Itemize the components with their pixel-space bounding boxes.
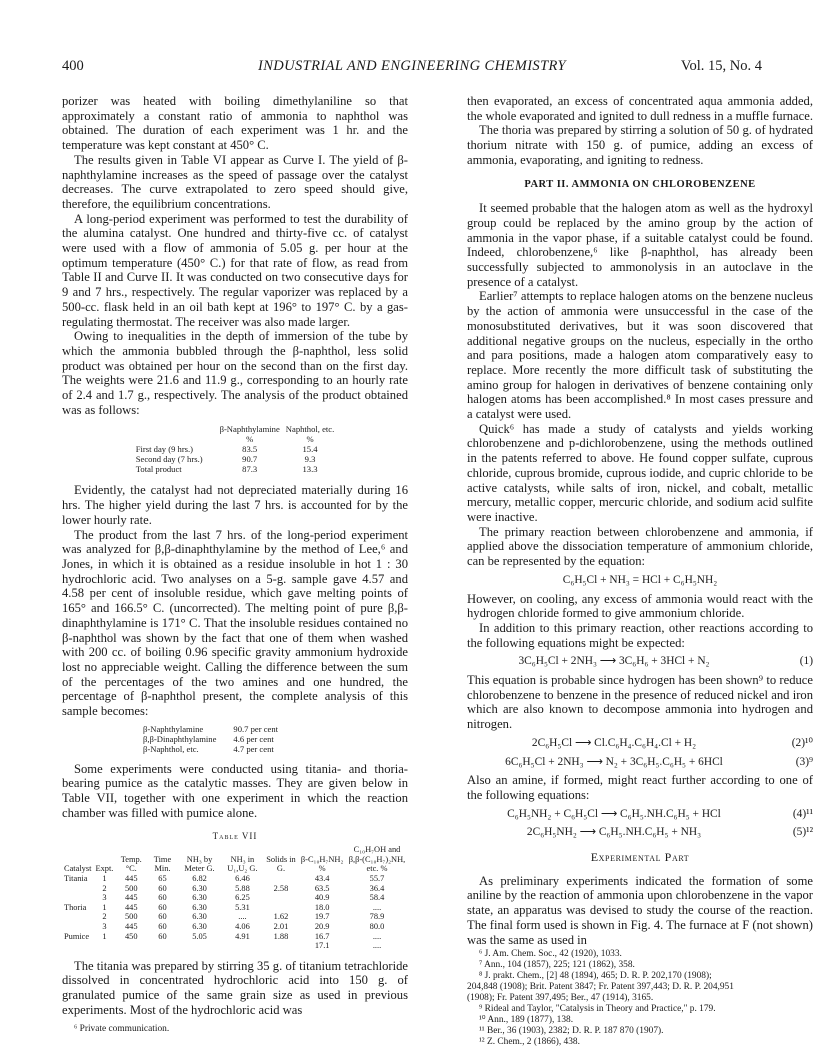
table-cell: Thoria [64,902,87,912]
table-cell [147,941,178,951]
table-cell: 55.7 [369,874,385,884]
table-cell: 20.9 [314,921,330,931]
table-cell: 17.1 [314,941,330,951]
table-cell: 4.06 [235,921,250,931]
table-cell: 3 [102,893,107,903]
footnote: ⁸ J. prakt. Chem., [2] 48 (1894), 465; D. R. P. 202,170 (1908); [479,971,712,982]
table-cell: 5.31 [235,902,250,912]
table-cell: 445 [124,874,138,884]
table-cell: 80.0 [369,921,385,931]
table-header: Catalyst [64,864,92,874]
table-header: Time Min. [153,854,172,874]
table-cell: 6.82 [192,874,207,884]
table-row: Second day (7 hrs.) 90.7 9.3 [135,454,316,465]
unit-label: % [306,434,314,445]
table-header: NH₃ by Meter G. [184,854,215,874]
paragraph: In addition to this primary reaction, other reactions according to the following equations might be expected: [467,620,813,650]
table-row: Total product 87.3 13.3 [135,464,318,475]
equation-number: (5)¹² [792,826,813,839]
table-row [62,874,408,884]
table-header: C₁₀H₇OH and β,β-(C₁₀H₇)₂NH, etc. % [348,845,406,874]
composition-list [140,724,281,754]
table-row: First day (9 hrs.) 83.5 15.4 [135,444,318,455]
table-row [62,903,408,913]
table-cell [115,941,147,951]
table-cell [62,922,93,932]
table-cell [264,874,299,884]
table-cell: 6.30 [192,893,207,903]
table-cell: 1 [102,902,107,912]
table-cell [62,912,93,922]
table-cell: 1.62 [273,912,289,922]
paragraph: Evidently, the catalyst had not depreciated materially during 16 hrs. The higher yield during the last 7 hrs. is accounted for by the lower hourly rate. [62,483,408,527]
paragraph: However, on cooling, any excess of ammonia would react with the hydrogen chloride formed to give ammonium chloride. [467,591,813,621]
table-cell [264,941,299,951]
table-cell: 500 [124,883,138,893]
table-cell: 6.30 [192,912,207,922]
table-row [62,922,408,932]
table-cell: 1.88 [273,931,289,941]
footnote: ⁷ Ann., 104 (1857), 225; 121 (1862), 358. [479,960,635,971]
table-cell [178,941,221,951]
table-cell [62,941,93,951]
equation-number: (1) [799,655,813,668]
page-number: 400 [62,58,84,74]
paragraph: Also an amine, if formed, might react further according to one of the following equations: [467,773,813,802]
footnote: ¹² Z. Chem., 2 (1866), 438. [479,1037,580,1048]
table-cell [62,884,93,894]
footnotes [467,949,813,1048]
table-header: β-Naphthylamine [219,424,280,435]
table-cell: .... [238,912,247,922]
journal-title: INDUSTRIAL AND ENGINEERING CHEMISTRY [257,58,567,74]
table-cell: 2.58 [273,883,289,893]
table-row [62,893,408,903]
right-column [467,94,813,1048]
equation-number: (3)⁹ [795,755,813,768]
table-cell: 19.7 [314,912,330,922]
table-row [62,941,408,951]
paragraph: then evaporated, an excess of concentrated aqua ammonia added, the whole evaporated and ignited to dull redness in a muffle furnace. [467,94,813,123]
table-header: β-C₁₀H₇NH₂ % [300,854,344,874]
table-cell: 6.30 [192,883,207,893]
paragraph: It seemed probable that the halogen atom as well as the hydroxyl group could be replaced by the amino group by the action of ammonia in the vapor phase, if a suitable catalyst could be found. Indeed, chlorobenzene,⁶ like β-naphthol, has already been successfully subjected to ammonolysis in an autoclave in the presence of a catalyst. [467,201,813,289]
paragraph: The results given in Table VI appear as Curve I. The yield of β-naphthylamine increases as the speed of passage over the catalyst decreases. The curve extrapolated to zero speed should give, therefore, the equilibrium concentrations. [62,152,408,211]
paragraph: Quick⁶ has made a study of catalysts and yields working chlorobenzene and p-dichlorobenzene, using the methods outlined in the patents referred to above. He found copper sulfate, cuprous chloride, cuprous bromide, cuprous iodide, and cupric chloride to be active catalysts, while salts of iron, nickel, and cobalt, metallic mercury, metallic copper, mercuric chloride, and sodium acid sulfite were inactive. [467,421,813,524]
paragraph: Earlier⁷ attempts to replace halogen atoms on the benzene nucleus by the action of ammonia were unsuccessful in the case of the monosubstituted derivatives, but it was soon discovered that additional negative groups on the nucleus, especially in the ortho and para positions, made a halogen atom comparatively easy to replace. More recently the more difficult task of substituting the amino group for halogen in derivatives of benzene containing only halogen atoms has been accomplished.⁸ In most cases pressure and a catalyst were used. [467,289,813,422]
table-cell: 2.01 [273,921,289,931]
table-cell: .... [372,931,382,941]
list-item: β-Naphthol, etc. 4.7 per cent [143,743,274,754]
table-cell [93,941,115,951]
footnote: ⁶ J. Am. Chem. Soc., 42 (1920), 1033. [479,949,622,960]
unit-label: % [246,434,254,445]
table-cell: 445 [124,893,138,903]
table-cell: 6.30 [192,902,207,912]
equation-number: (4)¹¹ [792,807,813,820]
table-cell: 18.0 [314,902,330,912]
equation: C₆H₅Cl + NH₃ = HCl + C₆H₅NH₂ [562,573,718,586]
paragraph: As preliminary experiments indicated the formation of some aniline by the reaction of ammonia upon chlorobenzene in the vapor state, an apparatus was devised to study the course of the reaction. The final form used is shown in Fig. 4. The furnace at F (not shown) was the same as used in [467,873,813,947]
footnote: ¹⁰ Ann., 189 (1877), 138. [479,1015,574,1026]
volume-issue: Vol. 15, No. 4 [680,58,762,74]
table-cell: 63.5 [314,883,330,893]
equation: C₆H₅NH₂ + C₆H₅Cl ⟶ C₆H₅.NH.C₆H₅ + HCl (4)¹¹ [507,807,813,820]
table-cell: 3 [102,921,107,931]
paragraph: Owing to inequalities in the depth of immersion of the tube by which the ammonia bubbled through the β-naphthol, less solid product was obtained per hour on the second than on the first day. The weights were 21.6 and 11.9 g., corresponding to an hourly rate of 2.4 and 1.7 g., respectively. The analysis of the product obtained was as follows: [62,329,408,417]
paragraph: This equation is probable since hydrogen has been shown⁹ to reduce chlorobenzene to benzene in the presence of reduced nickel and iron which are also known to decompose ammonia into hydrogen and nitrogen. [467,673,813,732]
table-cell: 450 [124,931,138,941]
table-cell: 6.25 [235,893,250,903]
table-cell [264,893,299,903]
list-item: β,β-Dinaphthylamine 4.6 per cent [143,733,274,744]
paragraph: The product from the last 7 hrs. of the long-period experiment was analyzed for β,β-dinaphthylamine by the method of Lee,⁶ and Jones, in which it is obtained as a residue insoluble in hot 1 : 30 hydrochloric acid. Two analyses on a 5-g. sample gave 4.57 and 4.58 per cent of insoluble residue, which gave melting points of 165° and 166.5° C. (uncorrected). The melting point of pure β,β-dinaphthylamine is 171° C. That the insoluble residues contained no β-naphthol was shown by the fact that one of them when washed with 200 cc. of boiling 0.96 specific gravity ammonium hydroxide lost no appreciable weight. Calling the difference between the sum of the percentages of the two amines and one hundred, the percentage of β-naphthol present, the complete analysis of this sample becomes: [62,527,408,719]
table-vii [62,845,408,951]
equation: 2C₆H₅Cl ⟶ Cl.C₆H₄.C₆H₄.Cl + H₂ (2)¹⁰ [531,736,813,749]
paragraph: The primary reaction between chlorobenzene and ammonia, if applied above the dissociation temperature of ammonium chloride, can be represented by the equation: [467,524,813,569]
table-cell [221,941,263,951]
table-cell [62,893,93,903]
table-cell [264,903,299,913]
table-cell: 60 [158,931,167,941]
equation: 6C₆H₅Cl + 2NH₃ ⟶ N₂ + 3C₆H₅.C₆H₅ + 6HCl (3)⁹ [505,755,813,768]
table-cell: .... [372,902,382,912]
table-cell: 60 [158,902,167,912]
section-heading: PART II. AMMONIA ON CHLOROBENZENE [524,178,756,190]
table-cell: 5.05 [192,931,207,941]
table-cell: Titania [64,874,88,884]
table-header: NH₃ in U₁,U₂ G. [227,854,258,874]
table-header: Temp. °C. [120,854,142,874]
footnote: 204,848 (1908); Brit. Patent 3847; Fr. Patent 397,443; D. R. P. 204,951 [467,982,734,993]
table-cell: 500 [124,912,138,922]
paragraph: A long-period experiment was performed to test the durability of the alumina catalyst. One hundred and thirty-five cc. of catalyst were used with a flow of ammonia of 5.05 g. per hour at the optimum temperature (450° C.) for that rate of flow, as read from Table II and Curve II. It was conducted on two consecutive days for 9 and 7 hrs., respectively. The regular vaporizer was replaced by a 500-cc. flask held in an oil bath kept at 196° to 197° C. by a gas-regulating thermostat. The receiver was also made larger. [62,211,408,329]
table-cell: 60 [158,921,167,931]
table-cell: 60 [158,912,167,922]
table-cell: 6.46 [235,874,250,884]
table-cell: 60 [158,893,167,903]
list-item: β-Naphthylamine 90.7 per cent [143,723,279,734]
table-cell: 2 [102,912,107,922]
footnote: ⁶ Private communication. [74,1023,170,1034]
paragraph: The thoria was prepared by stirring a solution of 50 g. of hydrated thorium nitrate with 150 g. of pumice, adding an excess of ammonia, evaporating, and igniting to redness. [467,123,813,167]
table-header: Naphthol, etc. [285,424,335,435]
table-cell: 65 [158,874,167,884]
page-header [0,58,824,78]
equation: 3C₆H₅Cl + 2NH₃ ⟶ 3C₆H₆ + 3HCl + N₂ (1) [518,655,813,668]
paragraph: porizer was heated with boiling dimethylaniline so that approximately a constant ratio of ammonia to naphthol was obtained. The duration of each experiment was 1 hr. and the temperature was kept constant at 450° C. [62,94,408,153]
table-cell: 36.4 [369,883,385,893]
table-cell: 6.30 [192,921,207,931]
table-cell: 78.9 [369,912,385,922]
table-cell: 4.91 [235,931,250,941]
table-row [62,884,408,894]
table-header: Expt. [95,864,114,874]
table-cell: 5.88 [235,883,250,893]
section-heading: Experimental Part [590,850,690,865]
table-cell: 60 [158,883,167,893]
paragraph: Some experiments were conducted using titania- and thoria-bearing pumice as the catalytic masses. They are given below in Table VII, together with one experiment in which the reaction chamber was filled with pumice alone. [62,761,408,820]
table-row [62,932,408,942]
footnote: ⁹ Rideal and Taylor, "Catalysis in Theory and Practice," p. 179. [479,1004,716,1015]
table-row [62,912,408,922]
table-cell: 2 [102,883,107,893]
table-cell: .... [372,941,382,951]
table-cell: 43.4 [314,874,330,884]
table-cell: 16.7 [314,931,330,941]
table-cell: 1 [102,931,107,941]
paragraph: The titania was prepared by stirring 35 g. of titanium tetrachloride dissolved in concentrated hydrochloric acid into 150 g. of granulated pumice of the same grain size as used in previous experiments. Most of the hydrochloric acid was [62,958,408,1017]
table-cell: 1 [102,874,107,884]
footnote: (1908); Fr. Patent 397,495; Ber., 47 (1914), 3165. [467,993,654,1004]
equation-number: (2)¹⁰ [791,736,813,749]
footnote: ¹¹ Ber., 36 (1903), 2382; D. R. P. 187 870 (1907). [479,1026,664,1037]
table-cell: 40.9 [314,893,330,903]
table-caption: Table VII [212,830,258,841]
table-header: Solids in G. [266,854,296,874]
table-cell: Pumice [64,931,90,941]
table-cell: 445 [124,902,138,912]
analysis-table [133,424,338,474]
left-column [62,94,408,1035]
table-cell: 445 [124,921,138,931]
equation: 2C₆H₅NH₂ ⟶ C₆H₅.NH.C₆H₅ + NH₃ (5)¹² [526,826,813,839]
table-cell: 58.4 [369,893,385,903]
